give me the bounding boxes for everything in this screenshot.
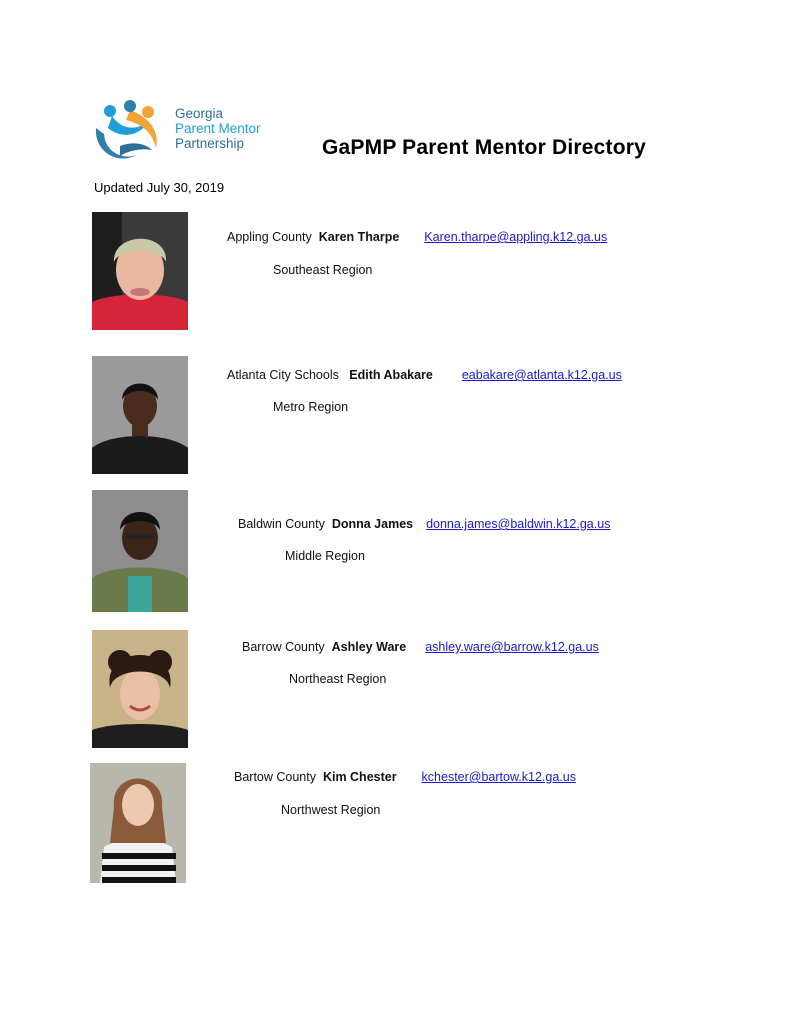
mentor-email-link[interactable]: kchester@bartow.k12.ga.us — [421, 770, 576, 784]
logo-line-2: Parent Mentor — [175, 121, 261, 136]
mentor-email-link[interactable]: Karen.tharpe@appling.k12.ga.us — [424, 230, 608, 244]
page-title: GaPMP Parent Mentor Directory — [322, 136, 646, 159]
mentor-line-1 — [227, 230, 607, 244]
mentor-email-link[interactable]: donna.james@baldwin.k12.ga.us — [426, 517, 611, 531]
mentor-region: Middle Region — [285, 549, 365, 563]
mentor-line-1 — [227, 368, 622, 382]
mentor-photo-karen-tharpe — [92, 212, 188, 330]
mentor-name: Karen Tharpe — [318, 230, 400, 244]
mentor-county: Barrow County — [242, 640, 325, 654]
logo-line-1: Georgia — [175, 106, 224, 121]
mentor-email-link[interactable]: eabakare@atlanta.k12.ga.us — [461, 368, 622, 382]
mentor-email-link[interactable]: ashley.ware@barrow.k12.ga.us — [425, 640, 599, 654]
mentor-county: Baldwin County — [238, 517, 325, 531]
logo-wordmark — [175, 106, 261, 151]
mentor-region: Northwest Region — [281, 803, 381, 817]
updated-date: Updated July 30, 2019 — [94, 180, 225, 195]
mentor-photo-donna-james — [92, 490, 188, 612]
mentor-name: Ashley Ware — [331, 640, 407, 654]
mentor-name: Edith Abakare — [349, 368, 433, 382]
mentor-photo-kim-chester — [90, 763, 186, 883]
logo-line-3: Partnership — [175, 136, 245, 151]
mentor-photo-edith-abakare — [92, 356, 188, 474]
mentor-line-1 — [234, 770, 576, 784]
mentor-county: Appling County — [227, 230, 312, 244]
mentor-county: Atlanta City Schools — [227, 368, 339, 382]
mentor-name: Kim Chester — [322, 770, 397, 784]
mentor-county: Bartow County — [234, 770, 316, 784]
logo-figures-icon — [90, 98, 170, 168]
mentor-line-1 — [242, 640, 599, 654]
mentor-name: Donna James — [331, 517, 414, 531]
gapmp-logo — [90, 98, 270, 168]
mentor-region: Northeast Region — [289, 672, 387, 686]
mentor-region: Southeast Region — [273, 263, 373, 277]
mentor-region: Metro Region — [273, 400, 349, 414]
mentor-photo-ashley-ware — [92, 630, 188, 748]
mentor-line-1 — [238, 517, 610, 531]
